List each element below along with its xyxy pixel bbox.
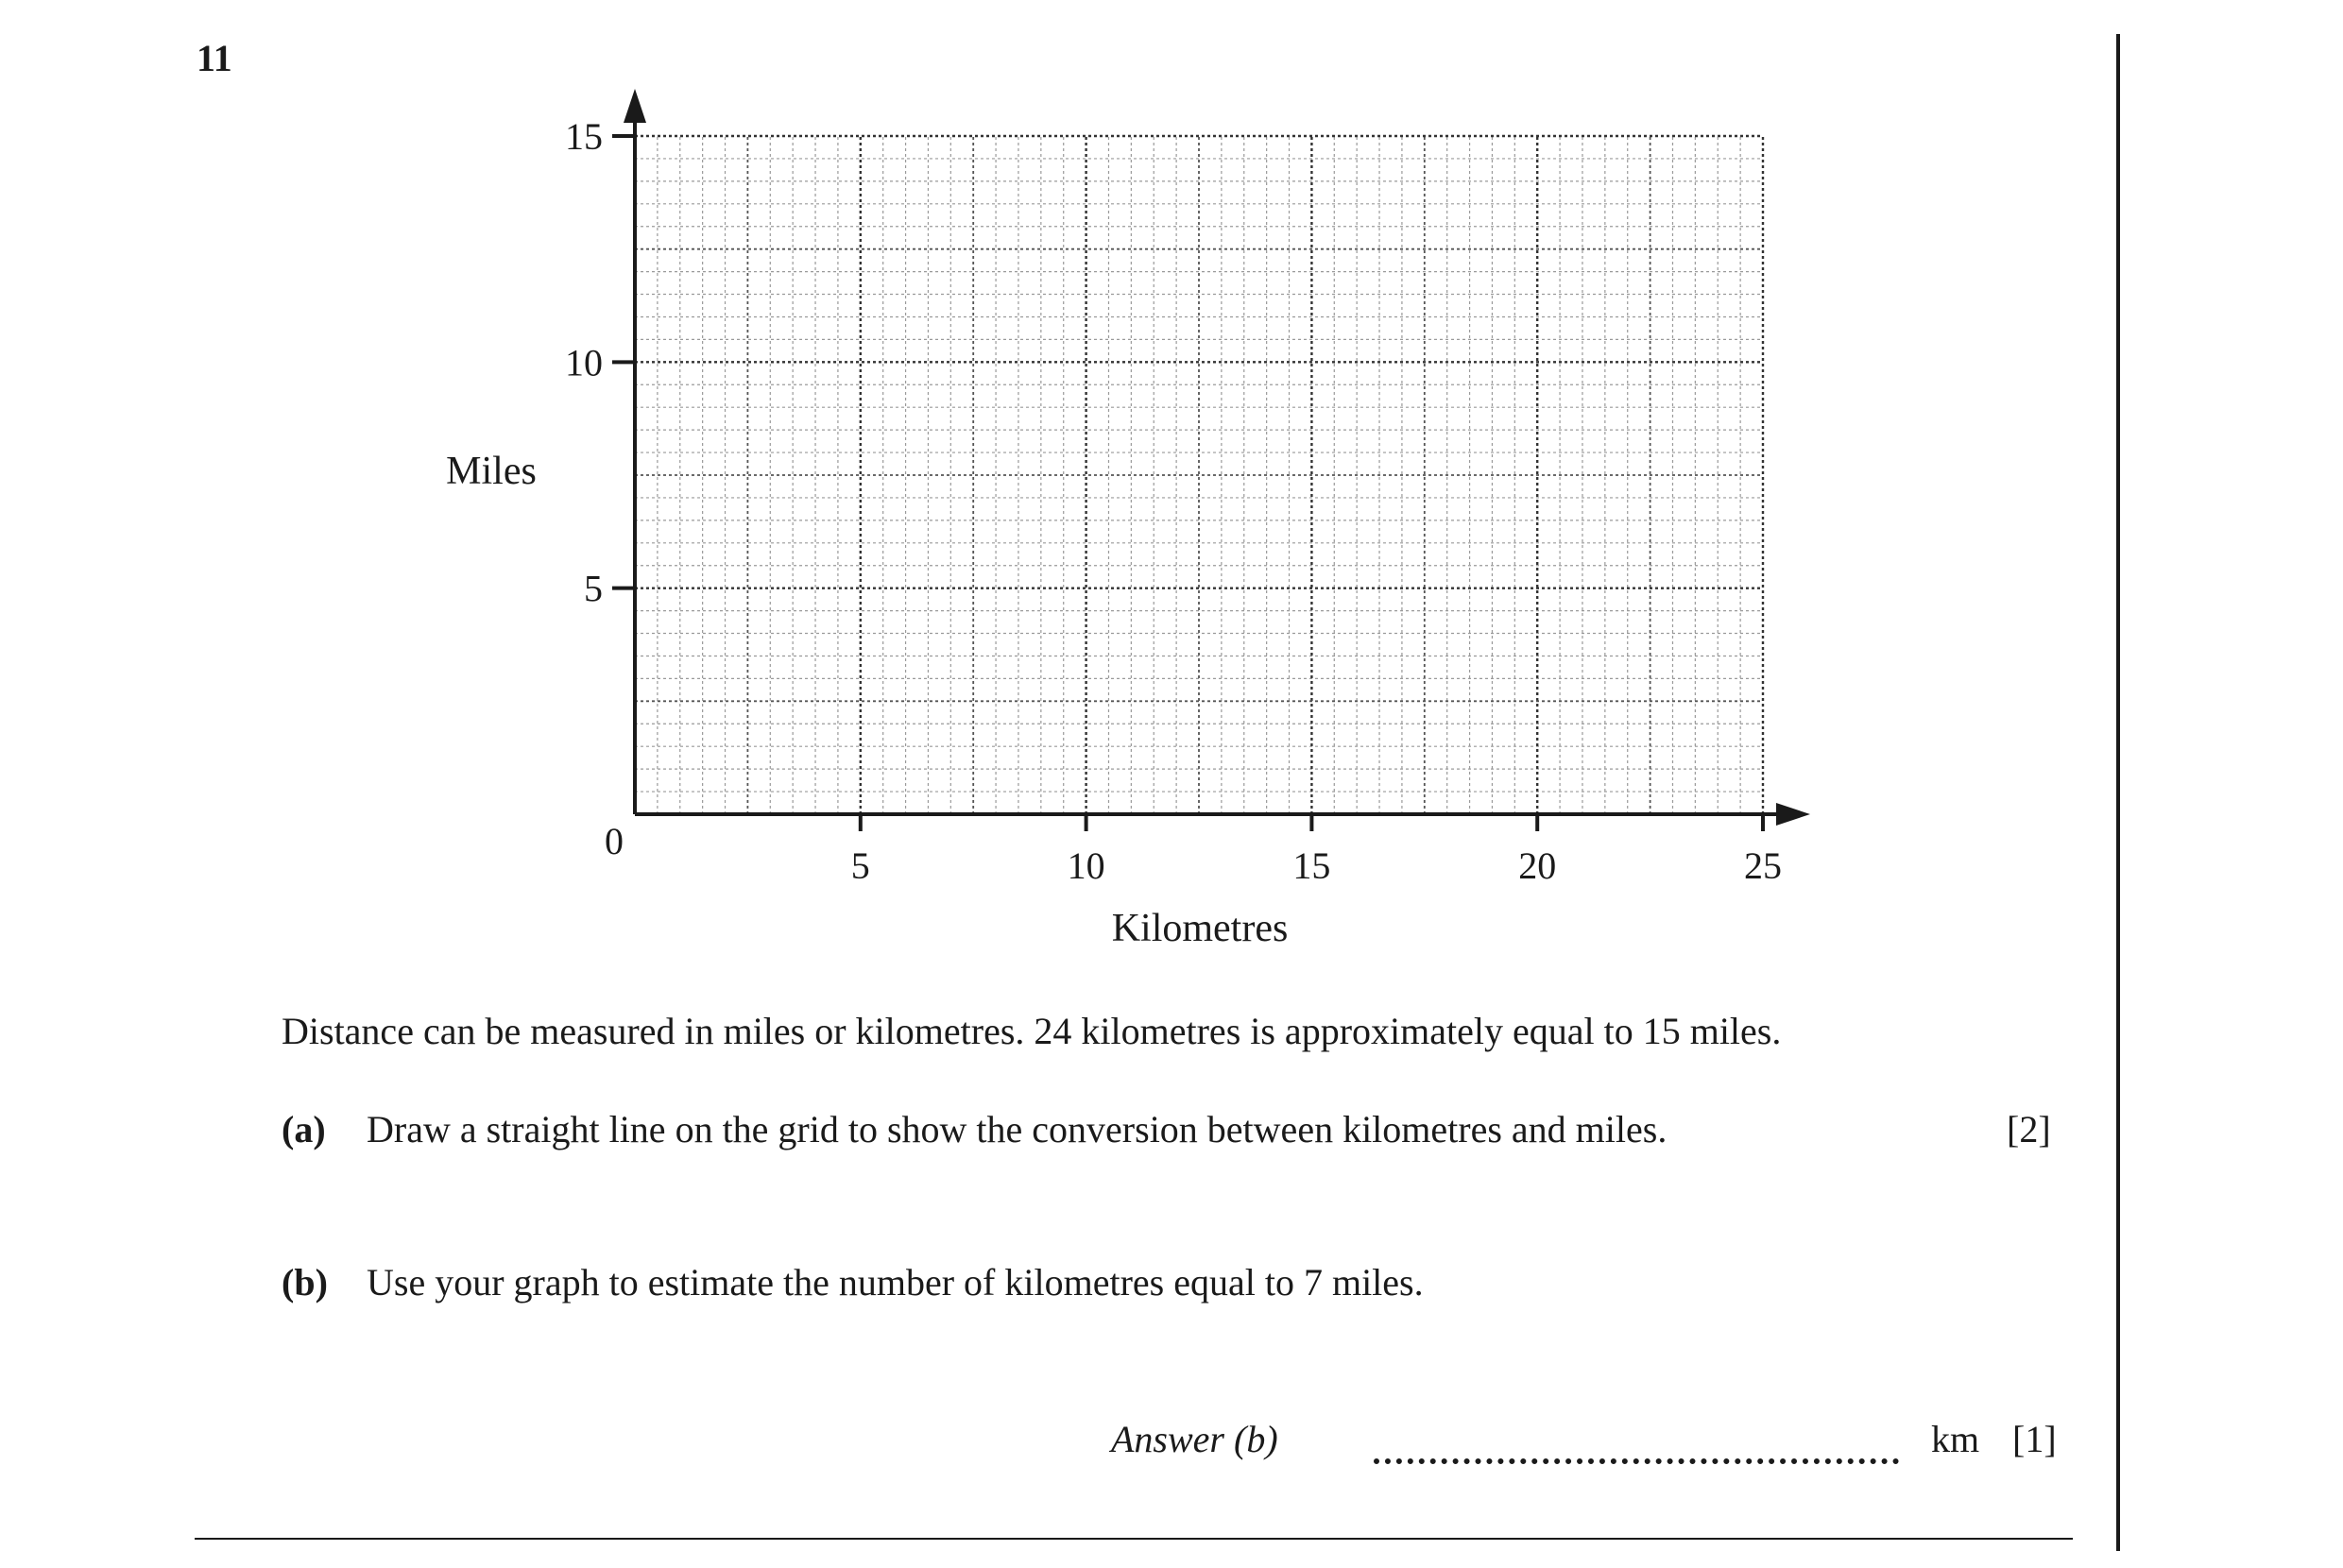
x-tick-label: 5 xyxy=(850,844,870,887)
axis-ticks xyxy=(612,136,1763,831)
part-a-label: (a) xyxy=(282,1108,326,1150)
part-a-marks: [2] xyxy=(2007,1108,2051,1150)
answer-label: Answer (b) xyxy=(1111,1418,1278,1460)
x-axis-label: Kilometres xyxy=(1111,907,1289,950)
question-number: 11 xyxy=(197,37,232,79)
answer-row xyxy=(1111,1417,1278,1461)
y-axis-label: Miles xyxy=(446,450,537,493)
x-tick-label: 20 xyxy=(1518,844,1557,887)
part-b-label: (b) xyxy=(282,1261,328,1304)
x-tick-label: 15 xyxy=(1292,844,1331,887)
y-tick-label: 5 xyxy=(584,567,603,610)
answer-unit: km xyxy=(1931,1418,1980,1460)
y-tick-label: 10 xyxy=(565,341,603,384)
part-b-marks: [1] xyxy=(2012,1418,2057,1460)
x-axis-arrow xyxy=(1776,803,1810,826)
bottom-divider xyxy=(195,1538,2073,1540)
grid-major-lines xyxy=(635,136,1763,814)
part-b-text: Use your graph to estimate the number of kilometres equal to 7 miles. xyxy=(367,1261,1424,1304)
margin-line xyxy=(2116,34,2120,1551)
question-intro: Distance can be measured in miles or kilometres. 24 kilometres is approximately equal to 15 miles. xyxy=(282,1010,1782,1052)
answer-field[interactable] xyxy=(1374,1458,1899,1464)
y-axis-arrow xyxy=(624,89,646,123)
origin-label: 0 xyxy=(605,820,624,862)
part-a-text: Draw a straight line on the grid to show the conversion between kilometres and miles. xyxy=(367,1108,1667,1150)
y-tick-label: 15 xyxy=(565,115,603,158)
x-tick-label: 10 xyxy=(1067,844,1105,887)
axes xyxy=(624,89,1810,826)
part-b xyxy=(282,1260,1424,1304)
x-tick-label: 25 xyxy=(1744,844,1782,887)
part-a xyxy=(282,1107,1667,1151)
